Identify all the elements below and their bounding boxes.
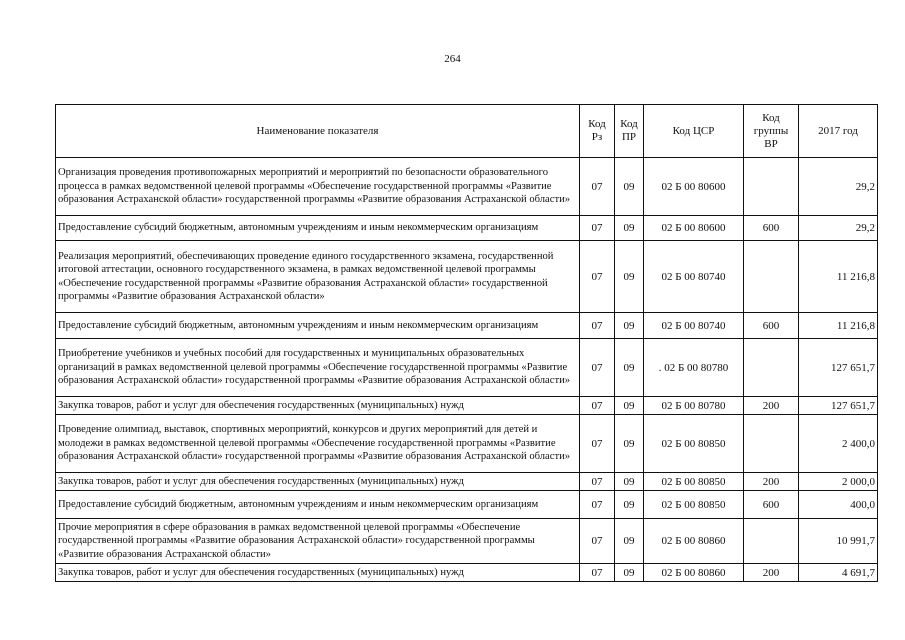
row-rz: 07 [580, 313, 615, 339]
table-row [56, 519, 878, 564]
row-vr [744, 519, 799, 564]
row-vr: 200 [744, 564, 799, 582]
row-amount: 29,2 [799, 216, 878, 241]
row-csr: . 02 Б 00 80780 [644, 339, 744, 397]
header-name: Наименование показателя [56, 105, 580, 158]
table-row [56, 241, 878, 313]
row-csr: 02 Б 00 80850 [644, 491, 744, 519]
header-year: 2017 год [799, 105, 878, 158]
table-row [56, 564, 878, 582]
row-csr: 02 Б 00 80860 [644, 564, 744, 582]
table-row [56, 216, 878, 241]
header-vr: Код группы ВР [744, 105, 799, 158]
row-csr: 02 Б 00 80600 [644, 216, 744, 241]
row-csr: 02 Б 00 80740 [644, 241, 744, 313]
table-row [56, 473, 878, 491]
table-row [56, 313, 878, 339]
row-name: Предоставление субсидий бюджетным, автономным учреждениям и иным некоммерческим организациям [56, 216, 580, 241]
row-vr: 600 [744, 313, 799, 339]
row-csr: 02 Б 00 80780 [644, 397, 744, 415]
row-rz: 07 [580, 519, 615, 564]
budget-table [55, 104, 878, 582]
row-rz: 07 [580, 491, 615, 519]
page-number: 264 [444, 53, 461, 65]
row-amount: 4 691,7 [799, 564, 878, 582]
row-amount: 10 991,7 [799, 519, 878, 564]
row-pr: 09 [615, 491, 644, 519]
row-pr: 09 [615, 415, 644, 473]
row-name: Организация проведения противопожарных мероприятий и мероприятий по безопасности образовательного процесса в рамках ведомственной целевой программы «Обеспечение государственной программы «Развитие образования Астраханской области» государственной программы «Развитие образования Астраханской области» [56, 158, 580, 216]
row-vr [744, 158, 799, 216]
row-name: Закупка товаров, работ и услуг для обеспечения государственных (муниципальных) нужд [56, 397, 580, 415]
row-name: Прочие мероприятия в сфере образования в рамках ведомственной целевой программы «Обеспечение государственной программы «Развитие образования Астраханской области» государственной программы «Развитие образования Астраханской области» [56, 519, 580, 564]
row-amount: 11 216,8 [799, 313, 878, 339]
row-name: Закупка товаров, работ и услуг для обеспечения государственных (муниципальных) нужд [56, 564, 580, 582]
table-row [56, 158, 878, 216]
row-pr: 09 [615, 158, 644, 216]
row-csr: 02 Б 00 80850 [644, 473, 744, 491]
row-pr: 09 [615, 216, 644, 241]
row-csr: 02 Б 00 80600 [644, 158, 744, 216]
row-pr: 09 [615, 397, 644, 415]
row-amount: 2 400,0 [799, 415, 878, 473]
row-name: Предоставление субсидий бюджетным, автономным учреждениям и иным некоммерческим организациям [56, 491, 580, 519]
row-amount: 127 651,7 [799, 397, 878, 415]
row-vr: 200 [744, 397, 799, 415]
row-rz: 07 [580, 158, 615, 216]
row-pr: 09 [615, 519, 644, 564]
table-header-row [56, 105, 878, 158]
row-name: Предоставление субсидий бюджетным, автономным учреждениям и иным некоммерческим организациям [56, 313, 580, 339]
row-pr: 09 [615, 241, 644, 313]
row-rz: 07 [580, 473, 615, 491]
row-pr: 09 [615, 564, 644, 582]
row-pr: 09 [615, 339, 644, 397]
header-rz: Код Рз [580, 105, 615, 158]
row-amount: 127 651,7 [799, 339, 878, 397]
row-csr: 02 Б 00 80740 [644, 313, 744, 339]
table-row [56, 397, 878, 415]
row-pr: 09 [615, 313, 644, 339]
row-vr: 200 [744, 473, 799, 491]
row-vr [744, 241, 799, 313]
row-rz: 07 [580, 564, 615, 582]
row-rz: 07 [580, 397, 615, 415]
row-csr: 02 Б 00 80850 [644, 415, 744, 473]
row-rz: 07 [580, 216, 615, 241]
header-pr: Код ПР [615, 105, 644, 158]
row-csr: 02 Б 00 80860 [644, 519, 744, 564]
table-row [56, 491, 878, 519]
header-csr: Код ЦСР [644, 105, 744, 158]
row-rz: 07 [580, 415, 615, 473]
row-vr: 600 [744, 491, 799, 519]
row-rz: 07 [580, 339, 615, 397]
row-name: Проведение олимпиад, выставок, спортивных мероприятий, конкурсов и других мероприятий для детей и молодежи в рамках ведомственной целевой программы «Обеспечение государственной программы «Развитие образования Астраханской области» государственной программы «Развитие образования Астраханской области» [56, 415, 580, 473]
row-name: Закупка товаров, работ и услуг для обеспечения государственных (муниципальных) нужд [56, 473, 580, 491]
row-vr: 600 [744, 216, 799, 241]
row-amount: 400,0 [799, 491, 878, 519]
table-row [56, 339, 878, 397]
row-amount: 2 000,0 [799, 473, 878, 491]
row-vr [744, 415, 799, 473]
row-amount: 11 216,8 [799, 241, 878, 313]
row-amount: 29,2 [799, 158, 878, 216]
row-vr [744, 339, 799, 397]
row-rz: 07 [580, 241, 615, 313]
row-name: Реализация мероприятий, обеспечивающих проведение единого государственного экзамена, государственной итоговой аттестации, основного государственного экзамена, в рамках ведомственной целевой программы «Обеспечение государственной программы «Развитие образования Астраханской области» государственной программы «Развитие образования Астраханской области» [56, 241, 580, 313]
table-row [56, 415, 878, 473]
row-name: Приобретение учебников и учебных пособий для государственных и муниципальных образовательных организаций в рамках ведомственной целевой программы «Обеспечение государственной программы «Развитие образования Астраханской области» государственной программы «Развитие образования Астраханской области» [56, 339, 580, 397]
row-pr: 09 [615, 473, 644, 491]
